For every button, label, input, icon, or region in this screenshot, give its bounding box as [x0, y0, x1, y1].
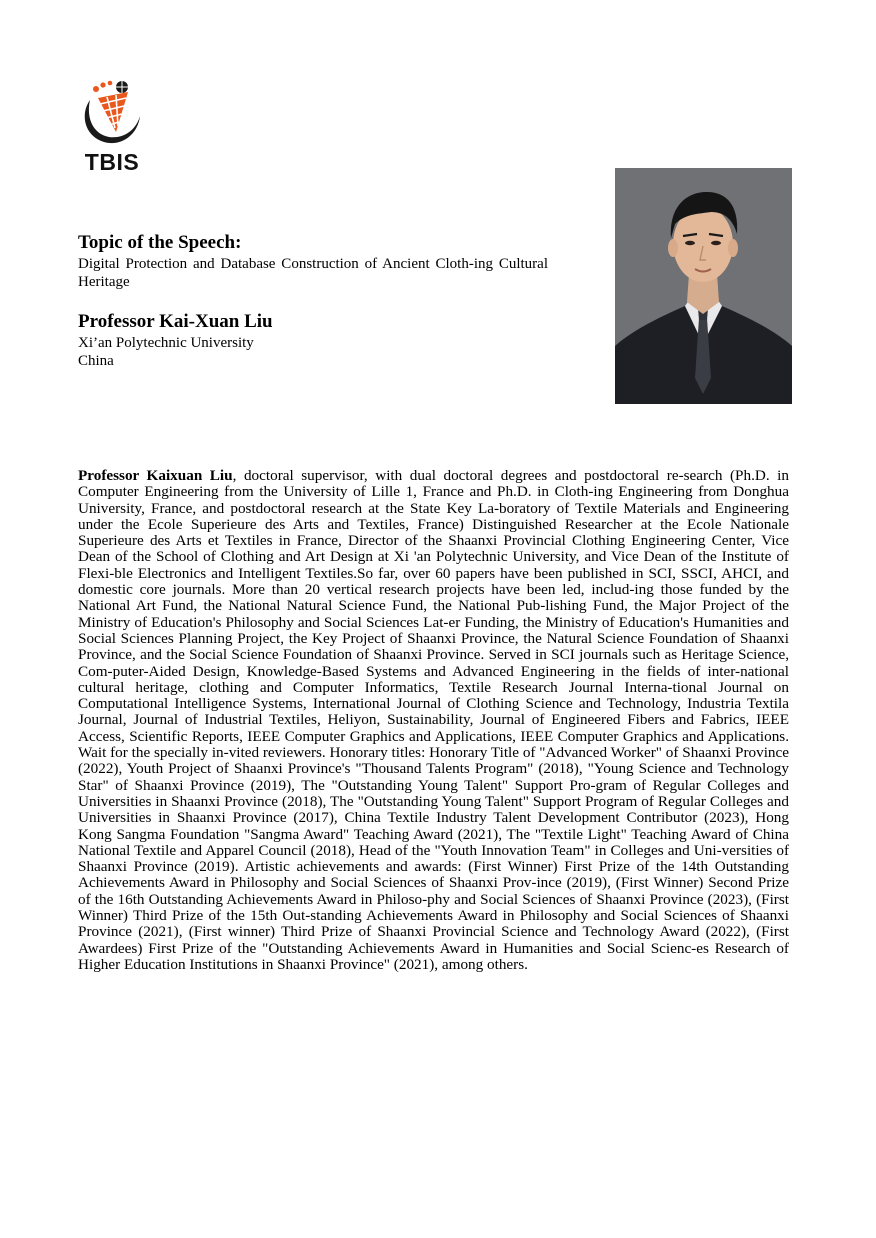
speaker-portrait — [615, 168, 792, 404]
portrait-illustration — [615, 168, 792, 404]
speaker-name: Professor Kai-Xuan Liu — [78, 311, 273, 332]
logo-wordmark: TBIS — [84, 149, 140, 175]
topic-heading: Topic of the Speech: — [78, 232, 242, 253]
bio-speaker-name: Professor Kaixuan Liu — [78, 467, 233, 484]
speaker-affiliation: Xi’an Polytechnic University — [78, 335, 254, 351]
tbis-logo — [76, 78, 148, 178]
bio-text: , doctoral supervisor, with dual doctoral degrees and postdoctoral re-search (Ph.D. in Computer Engineering from the University of Lille 1, France and Ph.D. in Cloth-ing Engineering from Donghua University, France, and postdoctoral research at the State Key La-boratory of Textile Materials and Engineering under the Ecole Superieure des Arts and Textiles, France) Distinguished Researcher at the Ecole Nationale Superieure des Arts et Textiles in France, Director of the Shaanxi Provincial Clothing Engineering Center, Vice Dean of the School of Clothing and Art Design at Xi 'an Polytechnic University, and Vice Dean of the Institute of Flexi-ble Electronics and Intelligent Textiles.So far, over 60 papers have been published in SCI, SSCI, AHCI, and domestic core journals. More than 20 vertical research projects have been led, includ-ing those funded by the National Art Fund, the National Natural Science Fund, the National Pub-lishing Fund, the Major Project of the Ministry of Education's Philosophy and Social Sciences Lat-er Funding, the Ministry of Education's Humanities and Social Sciences Planning Project, the Key Project of Shaanxi Province, the Natural Science Foundation of Shaanxi Province, and the Social Science Foundation of Shaanxi Province. Served in SCI journals such as Heritage Science, Com-puter-Aided Design, Knowledge-Based Systems and Advanced Engineering in the fields of inter-national cultural heritage, clothing and Computer Informatics, Textile Research Journal Interna-tional Journal on Computational Intelligence Systems, International Journal of Clothing Science and Technology, Industria Textila Journal, Journal of Industrial Textiles, Heliyon, Sustainability, Journal of Engineered Fibers and Fabrics, IEEE Access, Scientific Reports, IEEE Computer Graphics and Applications, IEEE Computer Graphics and Applications. Wait for the specially in-vited reviewers. Honorary titles: Honorary Title of "Advanced Worker" of Shaanxi Province (2022), Youth Project of Shaanxi Province's "Thousand Talents Program" (2018), "Young Science and Technology Star" of Shaanxi Province (2019), The "Outstanding Young Talent" Support Pro-gram of Regular Colleges and Universities in Shaanxi Province (2018), The "Outstanding Young Talent" Support Program of Regular Colleges and Universities in Shaanxi Province (2017), China Textile Industry Talent Development Contributor (2023), Hong Kong Sangma Foundation "Sangma Award" Teaching Award (2021), The "Textile Light" Teaching Award of China National Textile and Apparel Council (2018), Head of the "Youth Innovation Team" in Colleges and Uni-versities of Shaanxi Province (2019). Artistic achievements and awards: (First Winner) First Prize of the 14th Outstanding Achievements Award in Philosophy and Social Sciences of Shaanxi Prov-ince (2019), (First Winner) Second Prize of the 16th Outstanding Achievements Award in Philoso-phy and Social Sciences of Shaanxi Province (2023), (First Winner) Third Prize of the 15th Out-standing Achievements Award in Philosophy and Social Sciences of Shaanxi Province (2021), (First winner) Third Prize of Shaanxi Provincial Science and Technology Award (2022), (First Awardees) First Prize of the "Outstanding Achievements Award in Humanities and Social Scienc-es Research of Higher Education Institutions in Shaanxi Province" (2021), among others. — [78, 467, 789, 973]
speaker-biography — [78, 468, 789, 973]
speaker-country: China — [78, 353, 114, 369]
tbis-emblem-icon — [76, 78, 148, 148]
speech-topic: Digital Protection and Database Construction of Ancient Cloth-ing Cultural Heritage — [78, 256, 548, 290]
